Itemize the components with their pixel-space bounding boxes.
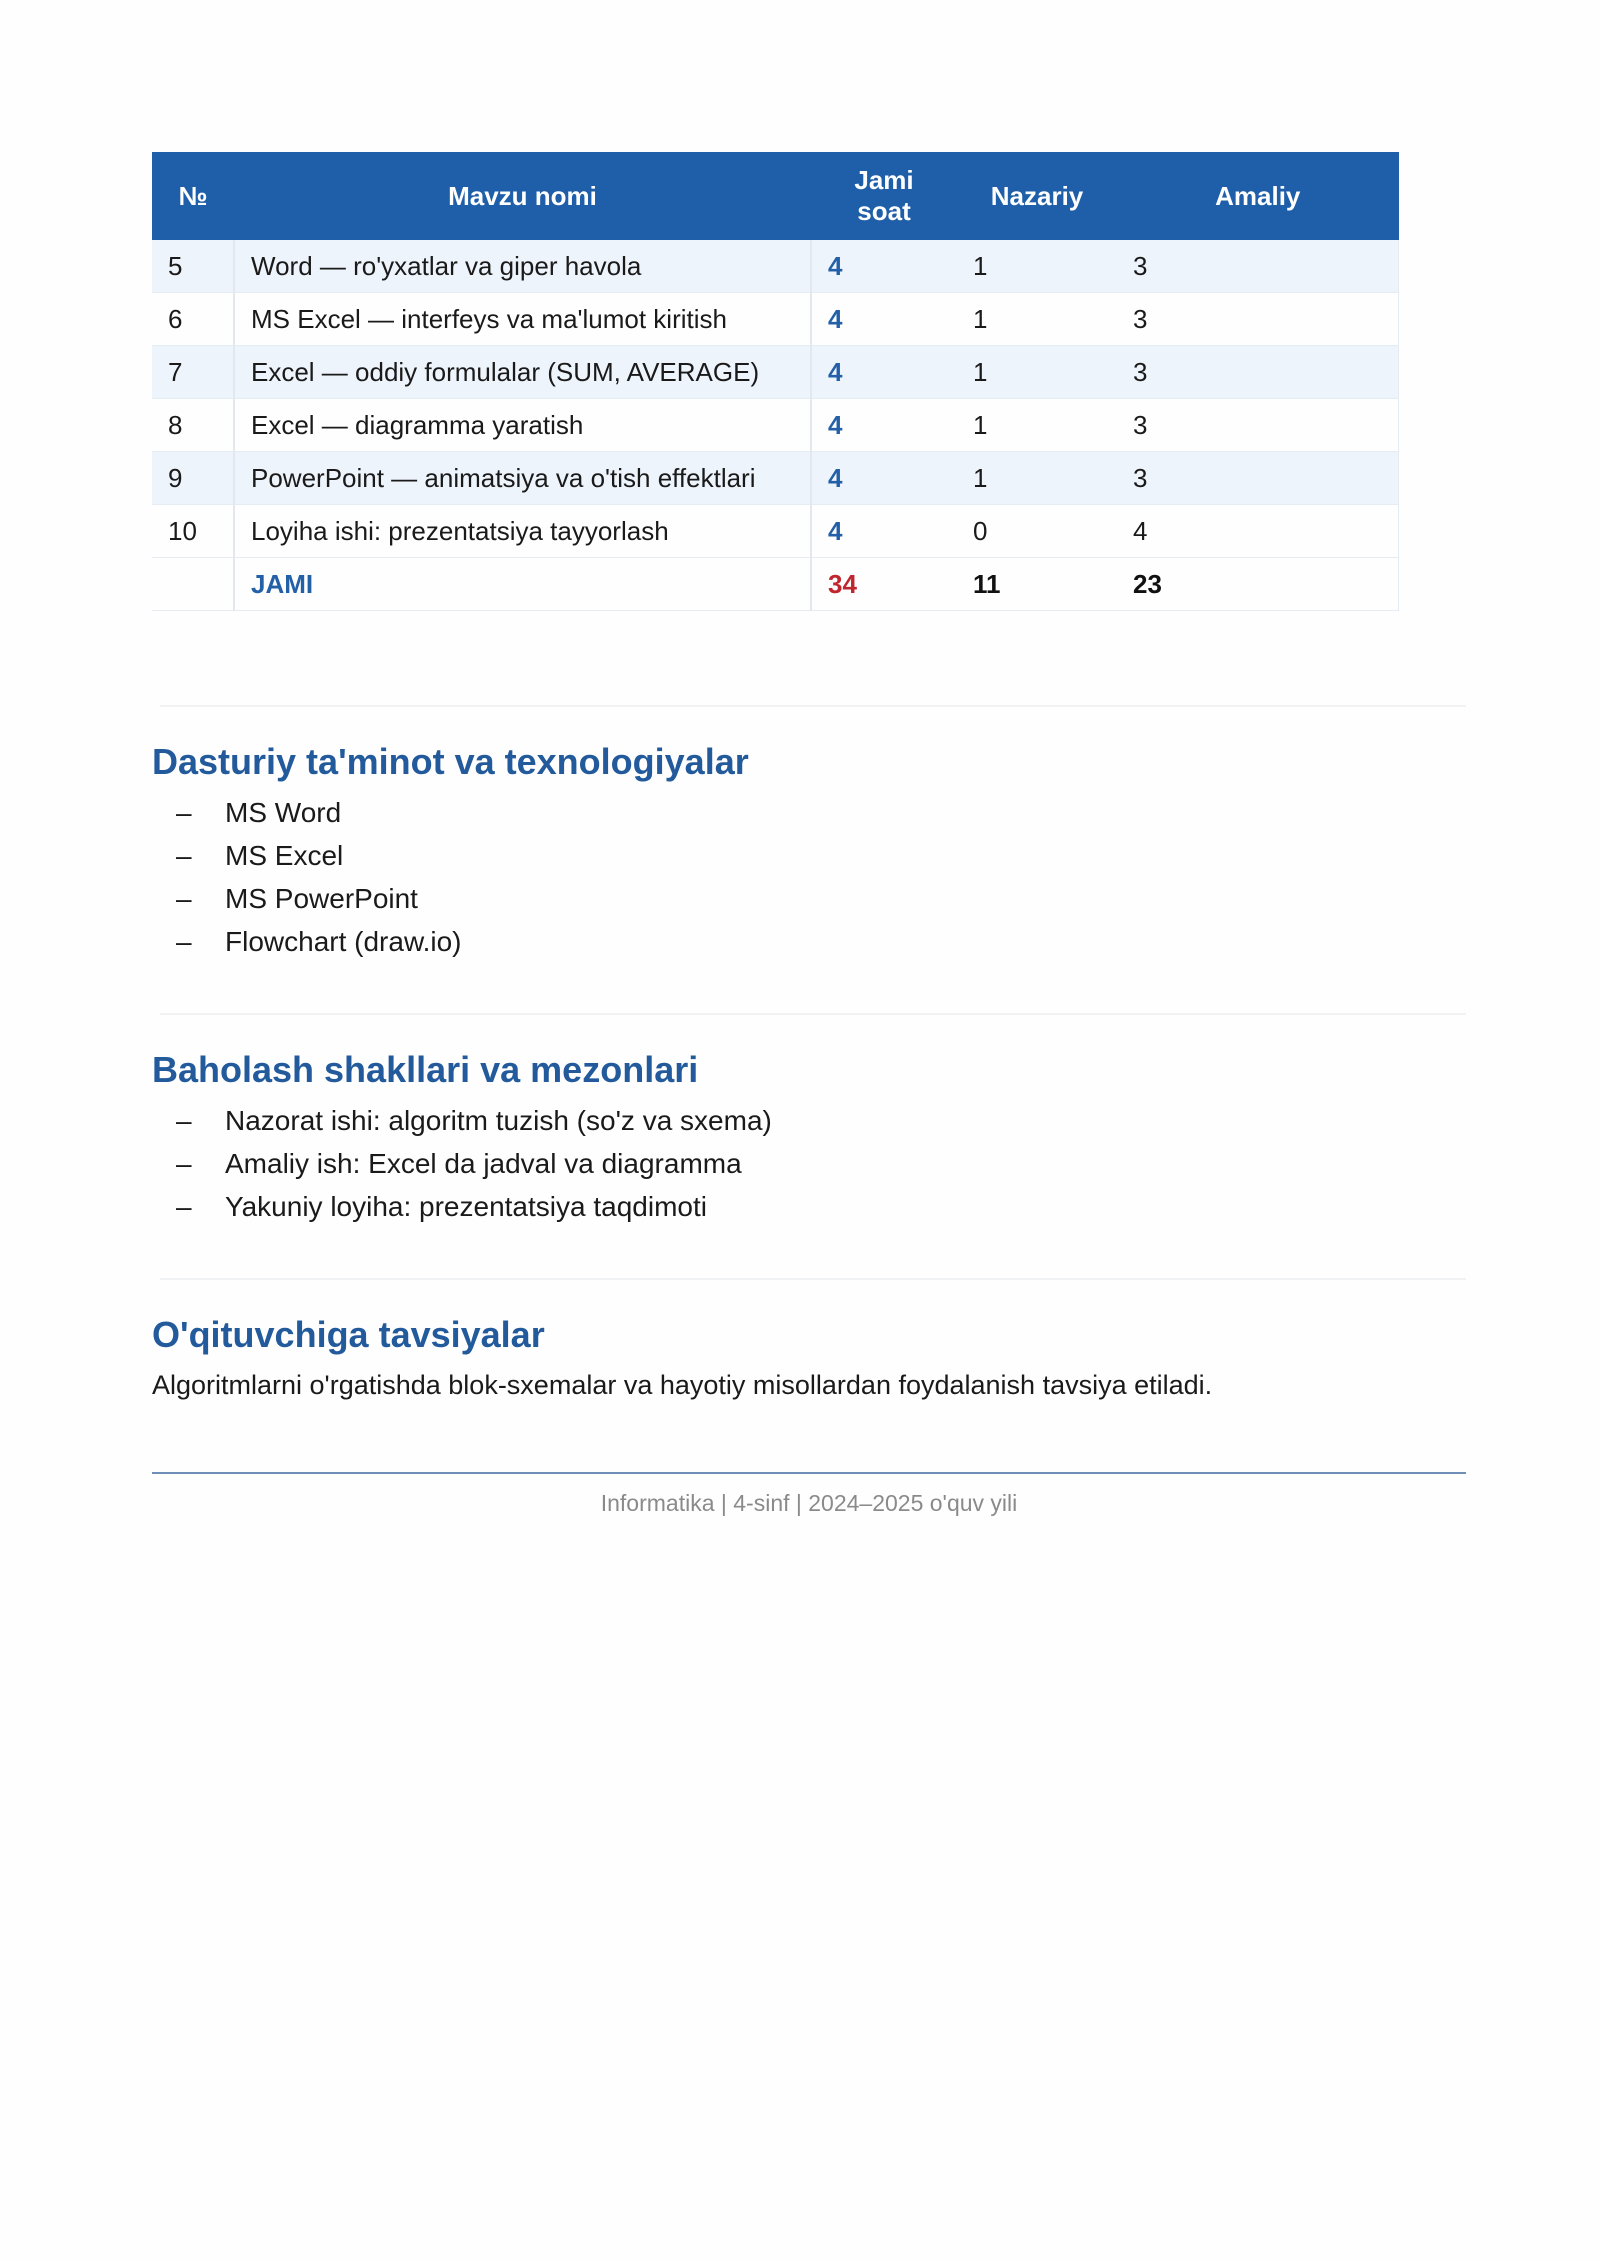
list-item-text: Amaliy ish: Excel da jadval va diagramma (225, 1148, 742, 1179)
section-divider (160, 705, 1466, 707)
total-row-hours: 34 (811, 558, 957, 611)
row-theory-hours: 1 (957, 399, 1117, 452)
row-practice-hours: 4 (1117, 505, 1399, 558)
row-practice-hours: 3 (1117, 240, 1399, 293)
list-item-text: MS Word (225, 797, 342, 828)
row-topic: Excel — oddiy formulalar (SUM, AVERAGE) (234, 346, 811, 399)
list-item-text: MS Excel (225, 840, 344, 871)
row-total-hours: 4 (811, 293, 957, 346)
row-theory-hours: 1 (957, 293, 1117, 346)
list-dash: – (176, 840, 192, 871)
list-item (152, 1142, 1466, 1185)
row-number: 5 (152, 240, 234, 293)
row-theory-hours: 1 (957, 240, 1117, 293)
row-topic: Word — ro'yxatlar va giper havola (234, 240, 811, 293)
list-item (152, 877, 1466, 920)
list-item (152, 834, 1466, 877)
table-row (152, 452, 1399, 505)
row-number: 6 (152, 293, 234, 346)
section-divider (160, 1013, 1466, 1015)
header-number: № (152, 152, 234, 240)
list-item (152, 920, 1466, 963)
table-row (152, 505, 1399, 558)
row-total-hours: 4 (811, 399, 957, 452)
list-dash: – (176, 1105, 192, 1136)
teacher-heading: O'qituvchiga tavsiyalar (152, 1314, 545, 1355)
header-practice: Amaliy (1117, 152, 1399, 240)
teacher-section (152, 1314, 1466, 1402)
row-topic: PowerPoint — animatsiya va o'tish effektlari (234, 452, 811, 505)
list-item-text: MS PowerPoint (225, 883, 418, 914)
row-topic: Loyiha ishi: prezentatsiya tayyorlash (234, 505, 811, 558)
row-topic: MS Excel — interfeys va ma'lumot kiritish (234, 293, 811, 346)
list-item-text: Nazorat ishi: algoritm tuzish (so'z va sxema) (225, 1105, 772, 1136)
row-total-hours: 4 (811, 346, 957, 399)
table-row (152, 240, 1399, 293)
header-total-line2: soat (857, 196, 911, 226)
list-item-text: Yakuniy loyiha: prezentatsiya taqdimoti (225, 1191, 707, 1222)
row-number: 8 (152, 399, 234, 452)
row-theory-hours: 1 (957, 452, 1117, 505)
row-practice-hours: 3 (1117, 346, 1399, 399)
list-dash: – (176, 883, 192, 914)
list-item (152, 1185, 1466, 1228)
list-dash: – (176, 926, 192, 957)
table-total-row (152, 558, 1399, 611)
assessment-section (152, 1049, 1466, 1228)
curriculum-table (152, 152, 1399, 611)
row-number: 7 (152, 346, 234, 399)
list-item (152, 1099, 1466, 1142)
list-dash: – (176, 1191, 192, 1222)
assessment-heading: Baholash shakllari va mezonlari (152, 1049, 699, 1090)
list-dash: – (176, 1148, 192, 1179)
table-row (152, 399, 1399, 452)
total-row-number (152, 558, 234, 611)
table-row (152, 293, 1399, 346)
row-practice-hours: 3 (1117, 293, 1399, 346)
footer-rule (152, 1472, 1466, 1474)
row-number: 10 (152, 505, 234, 558)
list-item (152, 791, 1466, 834)
row-theory-hours: 1 (957, 346, 1117, 399)
section-divider (160, 1278, 1466, 1280)
row-practice-hours: 3 (1117, 399, 1399, 452)
page-footer: Informatika | 4-sinf | 2024–2025 o'quv yili (600, 1490, 1018, 1516)
list-dash: – (176, 797, 192, 828)
row-number: 9 (152, 452, 234, 505)
list-item-text: Flowchart (draw.io) (225, 926, 462, 957)
header-topic-name: Mavzu nomi (234, 152, 811, 240)
header-theory: Nazariy (957, 152, 1117, 240)
software-section (152, 741, 1466, 963)
total-row-theory: 11 (957, 558, 1117, 611)
software-heading: Dasturiy ta'minot va texnologiyalar (152, 741, 749, 782)
document-page (152, 152, 1466, 1517)
row-total-hours: 4 (811, 452, 957, 505)
software-list (152, 791, 1466, 963)
header-total-line1: Jami (854, 165, 914, 195)
table-header-row (152, 152, 1399, 240)
row-total-hours: 4 (811, 240, 957, 293)
table-row (152, 346, 1399, 399)
assessment-list (152, 1099, 1466, 1228)
row-practice-hours: 3 (1117, 452, 1399, 505)
teacher-recommendation-text: Algoritmlarni o'rgatishda blok-sxemalar va hayotiy misollardan foydalanish tavsiya etiladi. (152, 1370, 1213, 1400)
total-row-label: JAMI (234, 558, 811, 611)
row-total-hours: 4 (811, 505, 957, 558)
total-row-practice: 23 (1117, 558, 1399, 611)
header-total-hours (811, 152, 957, 240)
row-theory-hours: 0 (957, 505, 1117, 558)
row-topic: Excel — diagramma yaratish (234, 399, 811, 452)
